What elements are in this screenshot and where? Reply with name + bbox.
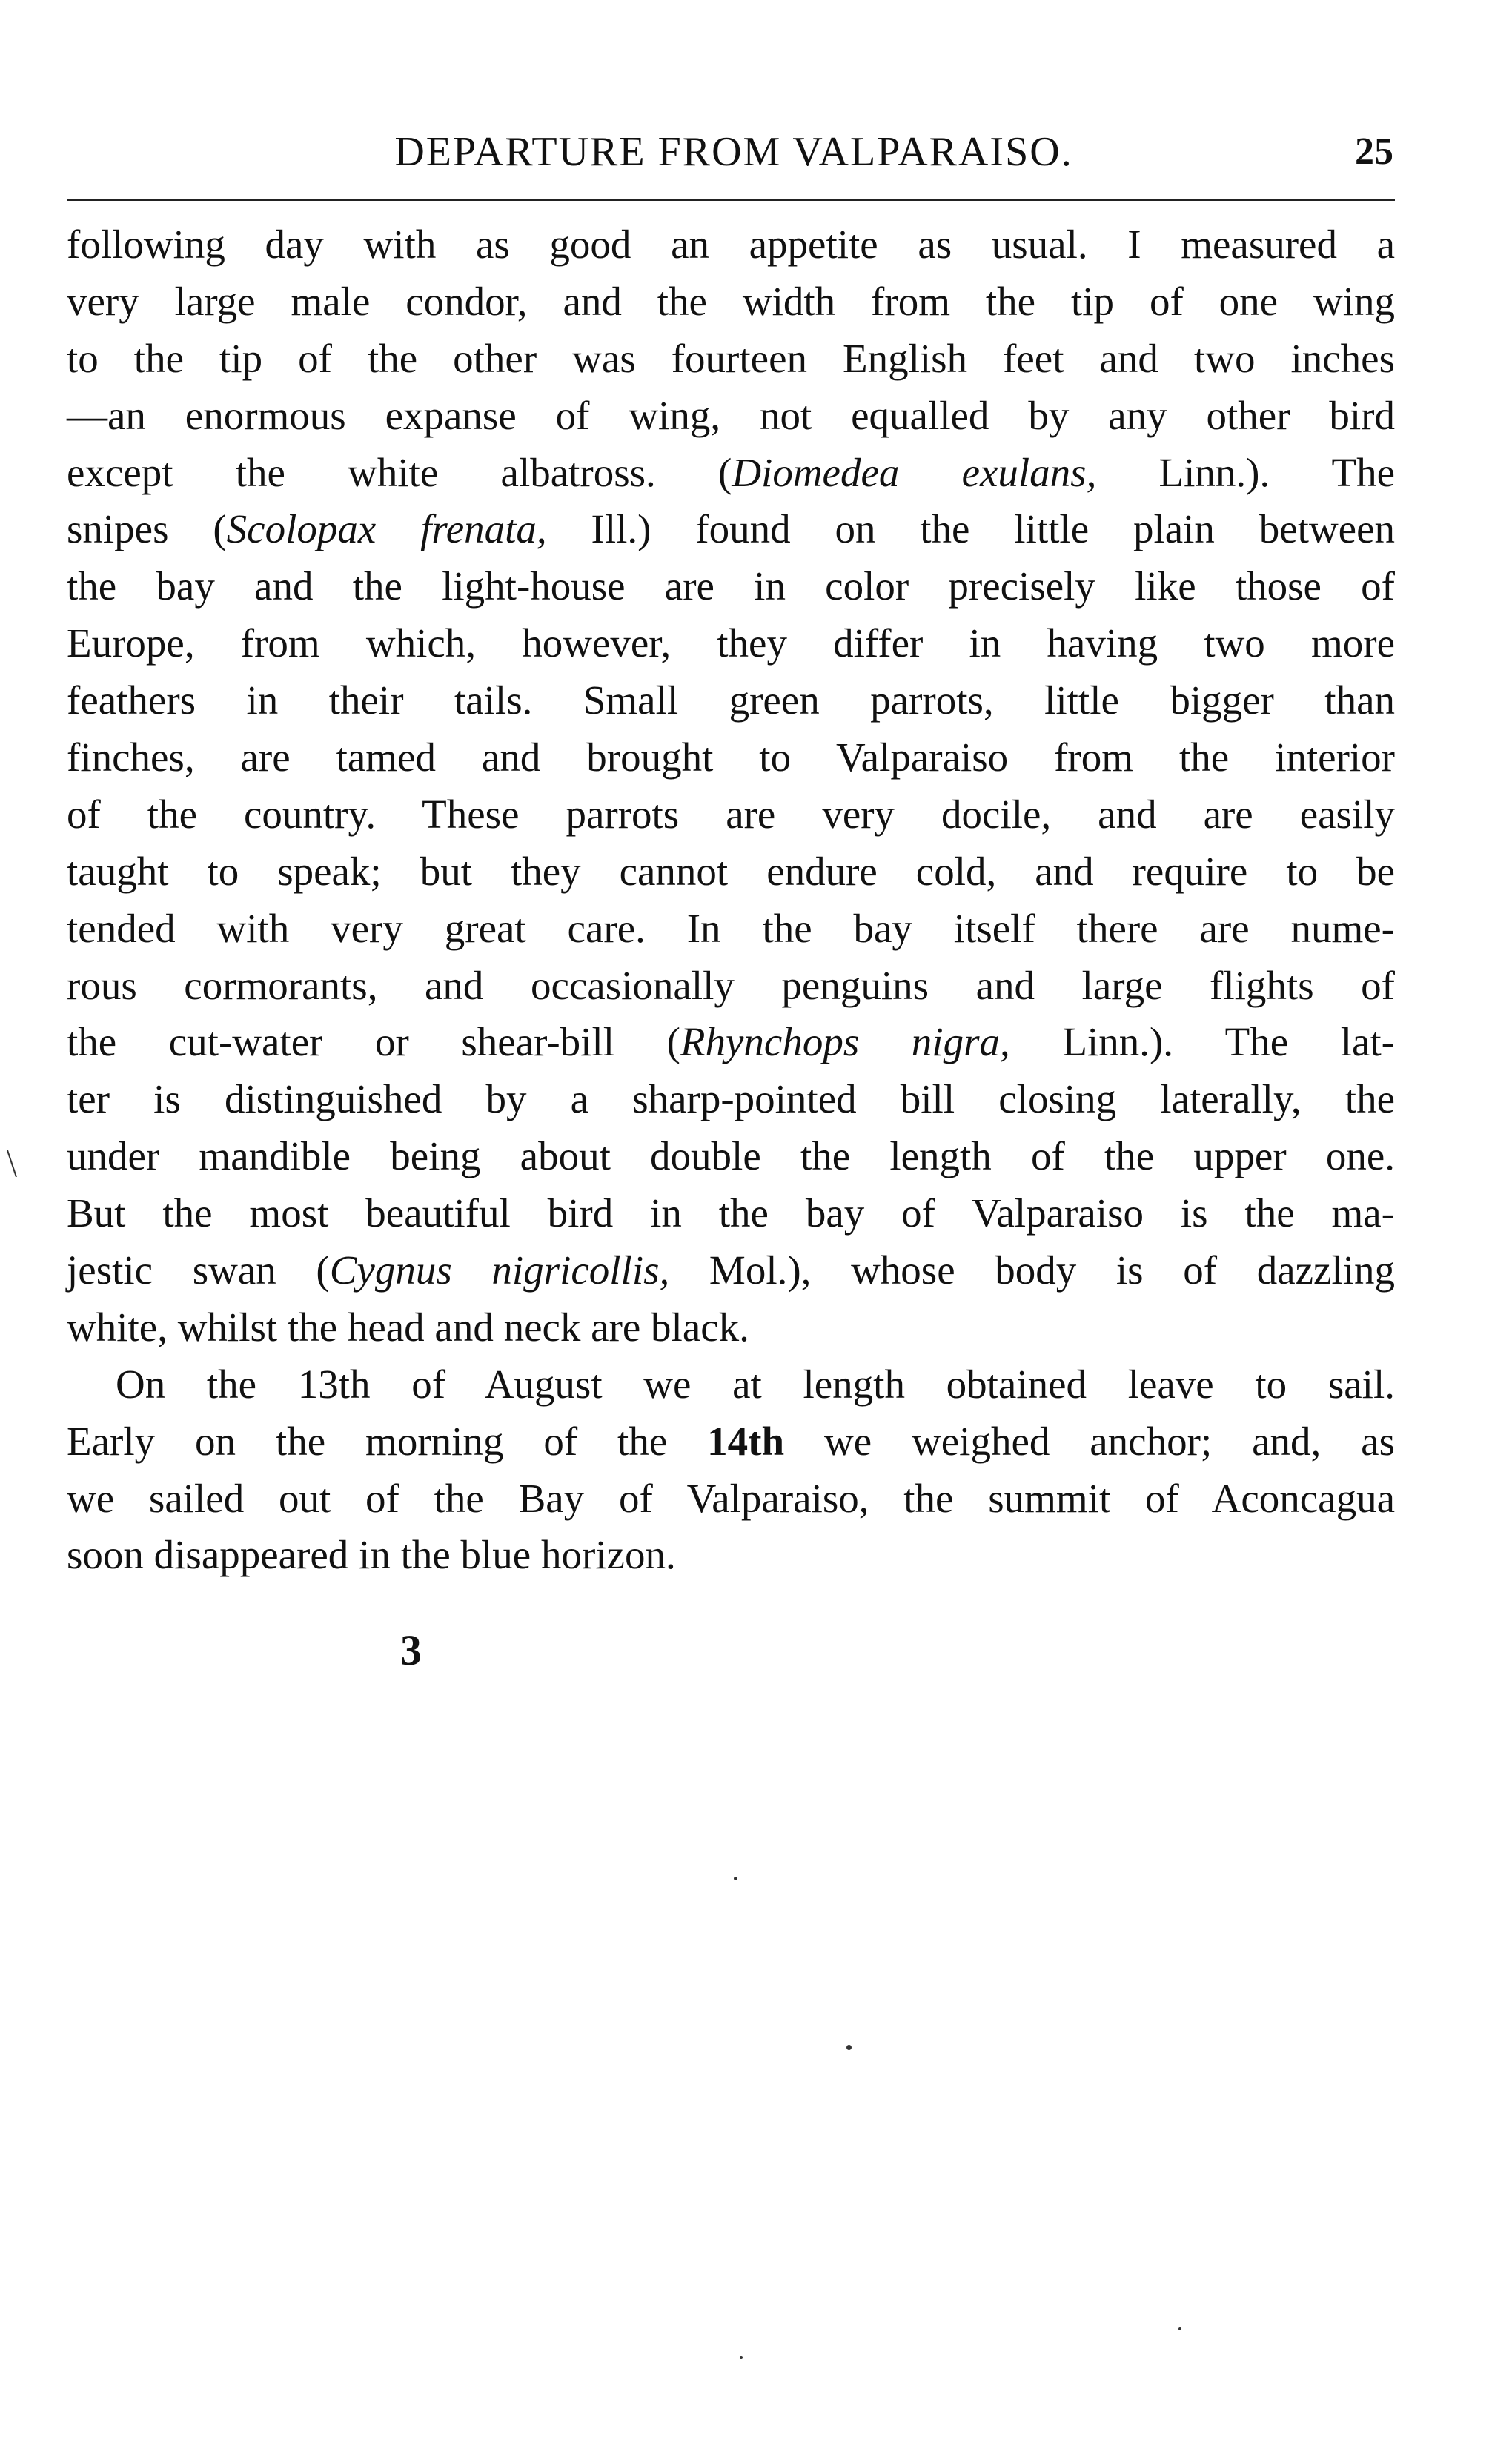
species-name: Rhynchops nigra, — [680, 1019, 1010, 1065]
text-run: Early on the morning of the — [67, 1418, 708, 1464]
text-line: we sailed out of the Bay of Valparaiso, the summit of Aconcagua — [67, 1475, 1395, 1521]
species-name: Scolopax frenata, — [226, 506, 547, 552]
header-rule — [67, 199, 1395, 201]
margin-tick-mark — [3, 1147, 25, 1181]
text-line: rous cormorants, and occasionally penguins and large flights of — [67, 962, 1395, 1008]
text-line: feathers in their tails. Small green parrots, little bigger than — [67, 677, 1395, 723]
text-line: ter is distinguished by a sharp-pointed bill closing laterally, the — [67, 1076, 1395, 1122]
text-run: we weighed anchor; and, as — [784, 1418, 1395, 1464]
running-head — [67, 126, 1401, 178]
text-line: tended with very great care. In the bay itself there are nume- — [67, 905, 1395, 951]
text-line: the bay and the light-house are in color precisely like those of — [67, 563, 1395, 609]
text-run: Mol.), whose body is of dazzling — [669, 1247, 1396, 1293]
text-line — [67, 445, 1395, 502]
text-line: finches, are tamed and brought to Valparaiso from the interior — [67, 735, 1395, 780]
text-line: very large male condor, and the width from the tip of one wing — [67, 278, 1395, 324]
text-line: But the most beautiful bird in the bay of Valparaiso is the ma- — [67, 1190, 1395, 1236]
text-line — [67, 1413, 1395, 1471]
text-line — [67, 1014, 1395, 1071]
text-run: Linn.). The — [1096, 449, 1395, 495]
text-run: Linn.). The lat- — [1009, 1019, 1395, 1065]
text-run: except the white albatross. ( — [67, 449, 732, 495]
text-line: taught to speak; but they cannot endure cold, and require to be — [67, 848, 1395, 894]
text-line: following day with as good an appetite as usual. I measured a — [67, 222, 1395, 267]
paper-speck — [734, 1877, 737, 1880]
text-line: On the 13th of August we at length obtained leave to sail. — [116, 1361, 1395, 1407]
signature-mark: 3 — [400, 1626, 422, 1674]
text-line: Europe, from which, however, they differ in having two more — [67, 620, 1395, 666]
text-line — [67, 501, 1395, 558]
text-line: to the tip of the other was fourteen English feet and two inches — [67, 335, 1395, 381]
page-number: 25 — [1355, 130, 1393, 173]
text-run: the cut-water or shear-bill ( — [67, 1019, 680, 1065]
body-text — [67, 216, 1395, 1584]
text-line: white, whilst the head and neck are black. — [67, 1304, 749, 1350]
text-run: snipes ( — [67, 506, 227, 552]
text-line: under mandible being about double the length of the upper one. — [67, 1133, 1395, 1179]
text-run: jestic swan ( — [67, 1247, 330, 1293]
paper-speck — [846, 2045, 852, 2050]
paper-speck — [740, 2356, 743, 2359]
text-line — [67, 1242, 1395, 1299]
date-bold: 14th — [707, 1418, 785, 1464]
text-line: soon disappeared in the blue horizon. — [67, 1532, 676, 1578]
running-title: DEPARTURE FROM VALPARAISO. — [394, 129, 1073, 175]
text-run: Ill.) found on the little plain between — [546, 506, 1395, 552]
species-name: Cygnus nigricollis, — [329, 1247, 670, 1293]
paper-speck — [1178, 2327, 1181, 2330]
text-line: —an enormous expanse of wing, not equalled by any other bird — [67, 392, 1395, 438]
species-name: Diomedea exulans, — [732, 449, 1097, 495]
text-line: of the country. These parrots are very docile, and are easily — [67, 791, 1395, 837]
